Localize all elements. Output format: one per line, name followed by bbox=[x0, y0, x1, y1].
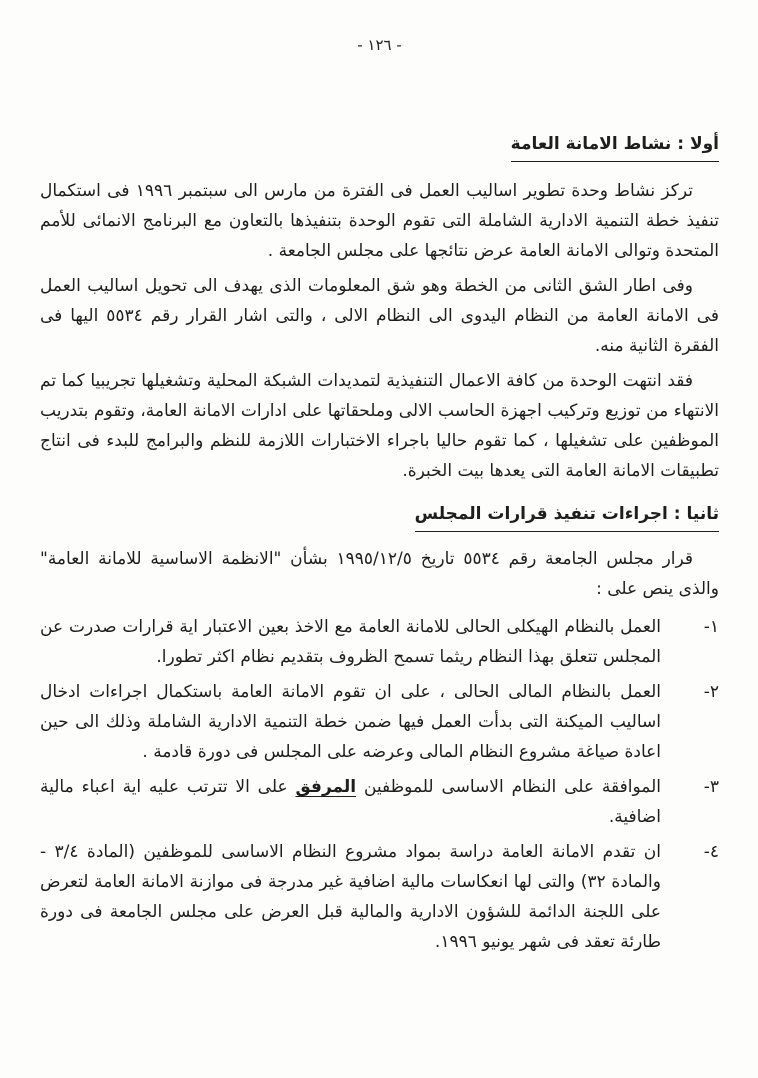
item-3-underlined-word: المرفق bbox=[295, 777, 357, 797]
page-number: - ١٢٦ - bbox=[357, 36, 402, 54]
section2-heading-text: ثانيا : اجراءات تنفيذ قرارات المجلس bbox=[415, 502, 719, 532]
section1-heading-text: أولا : نشاط الامانة العامة bbox=[511, 132, 719, 162]
section1-paragraph-1: تركز نشاط وحدة تطوير اساليب العمل فى الفترة من مارس الى سبتمبر ١٩٩٦ فى استكمال تنفيذ خطة التنمية الادارية الشاملة التى تقوم الوحدة بتنفيذها بالتعاون مع البرنامج الانمائى للأمم المتحدة وتوالى الامانة العامة عرض نتائجها على مجلس الجامعة . bbox=[40, 181, 719, 261]
decisions-list bbox=[40, 612, 719, 957]
list-item-3 bbox=[40, 772, 719, 832]
section1-heading bbox=[40, 132, 719, 162]
item-2-number: ٢- bbox=[703, 682, 719, 702]
list-item-2 bbox=[40, 677, 719, 767]
list-item-1 bbox=[40, 612, 719, 672]
item-1-number: ١- bbox=[703, 617, 719, 637]
section1-paragraph-3: فقد انتهت الوحدة من كافة الاعمال التنفيذية لتمديدات الشبكة المحلية وتشغيلها تجريبيا كما تم الانتهاء من توزيع وتركيب اجهزة الحاسب الالى وملحقاتها على ادارات الامانة العامة، وتقوم بتدريب الموظفين على تشغيلها ، كما تقوم حاليا باجراء الاختبارات اللازمة للنظم والبرامج للبدء فى انتاج تطبيقات الامانة العامة التى يعدها بيت الخبرة. bbox=[40, 371, 719, 481]
item-3-text-after: على الا تترتب عليه اية اعباء مالية اضافية. bbox=[40, 777, 661, 827]
item-3-text-before: الموافقة على النظام الاساسى للموظفين bbox=[356, 777, 661, 797]
item-3-text bbox=[40, 772, 661, 832]
section2-intro-paragraph: قرار مجلس الجامعة رقم ٥٥٣٤ تاريخ ١٩٩٥/١٢/٥ بشأن "الانظمة الاساسية للامانة العامة" والذى ينص على : bbox=[40, 549, 719, 599]
section1-paragraph-2: وفى اطار الشق الثانى من الخطة وهو شق المعلومات الذى يهدف الى تحويل اساليب العمل فى الامانة العامة من النظام اليدوى الى النظام الالى ، والتى اشار القرار رقم ٥٥٣٤ اليها فى الفقرة الثانية منه. bbox=[40, 276, 719, 356]
section2-heading bbox=[40, 502, 719, 532]
item-3-number: ٣- bbox=[703, 777, 719, 797]
list-item-4 bbox=[40, 837, 719, 957]
item-1-text: العمل بالنظام الهيكلى الحالى للامانة العامة مع الاخذ بعين الاعتبار اية قرارات صدرت عن المجلس تتعلق بهذا النظام ريثما تسمح الظروف بتقديم نظام اكثر تطورا. bbox=[40, 617, 661, 667]
item-4-text: ان تقدم الامانة العامة دراسة بمواد مشروع النظام الاساسى للموظفين (المادة ٣/٤ - والمادة ٣٢) والتى لها انعكاسات مالية اضافية غير مدرجة فى موازنة الامانة العامة لتعرض على اللجنة الدائمة للشؤون الادارية والمالية قبل العرض على مجلس الجامعة فى دورة طارئة تعقد فى شهر يونيو ١٩٩٦. bbox=[40, 842, 661, 952]
item-2-text: العمل بالنظام المالى الحالى ، على ان تقوم الامانة العامة باستكمال اجراءات ادخال اساليب الميكنة التى بدأت العمل فيها ضمن خطة التنمية الادارية الشاملة وذلك الى حين اعادة صياغة مشروع النظام المالى وعرضه على المجلس فى دورة قادمة . bbox=[40, 682, 661, 762]
item-4-number: ٤- bbox=[703, 842, 719, 862]
